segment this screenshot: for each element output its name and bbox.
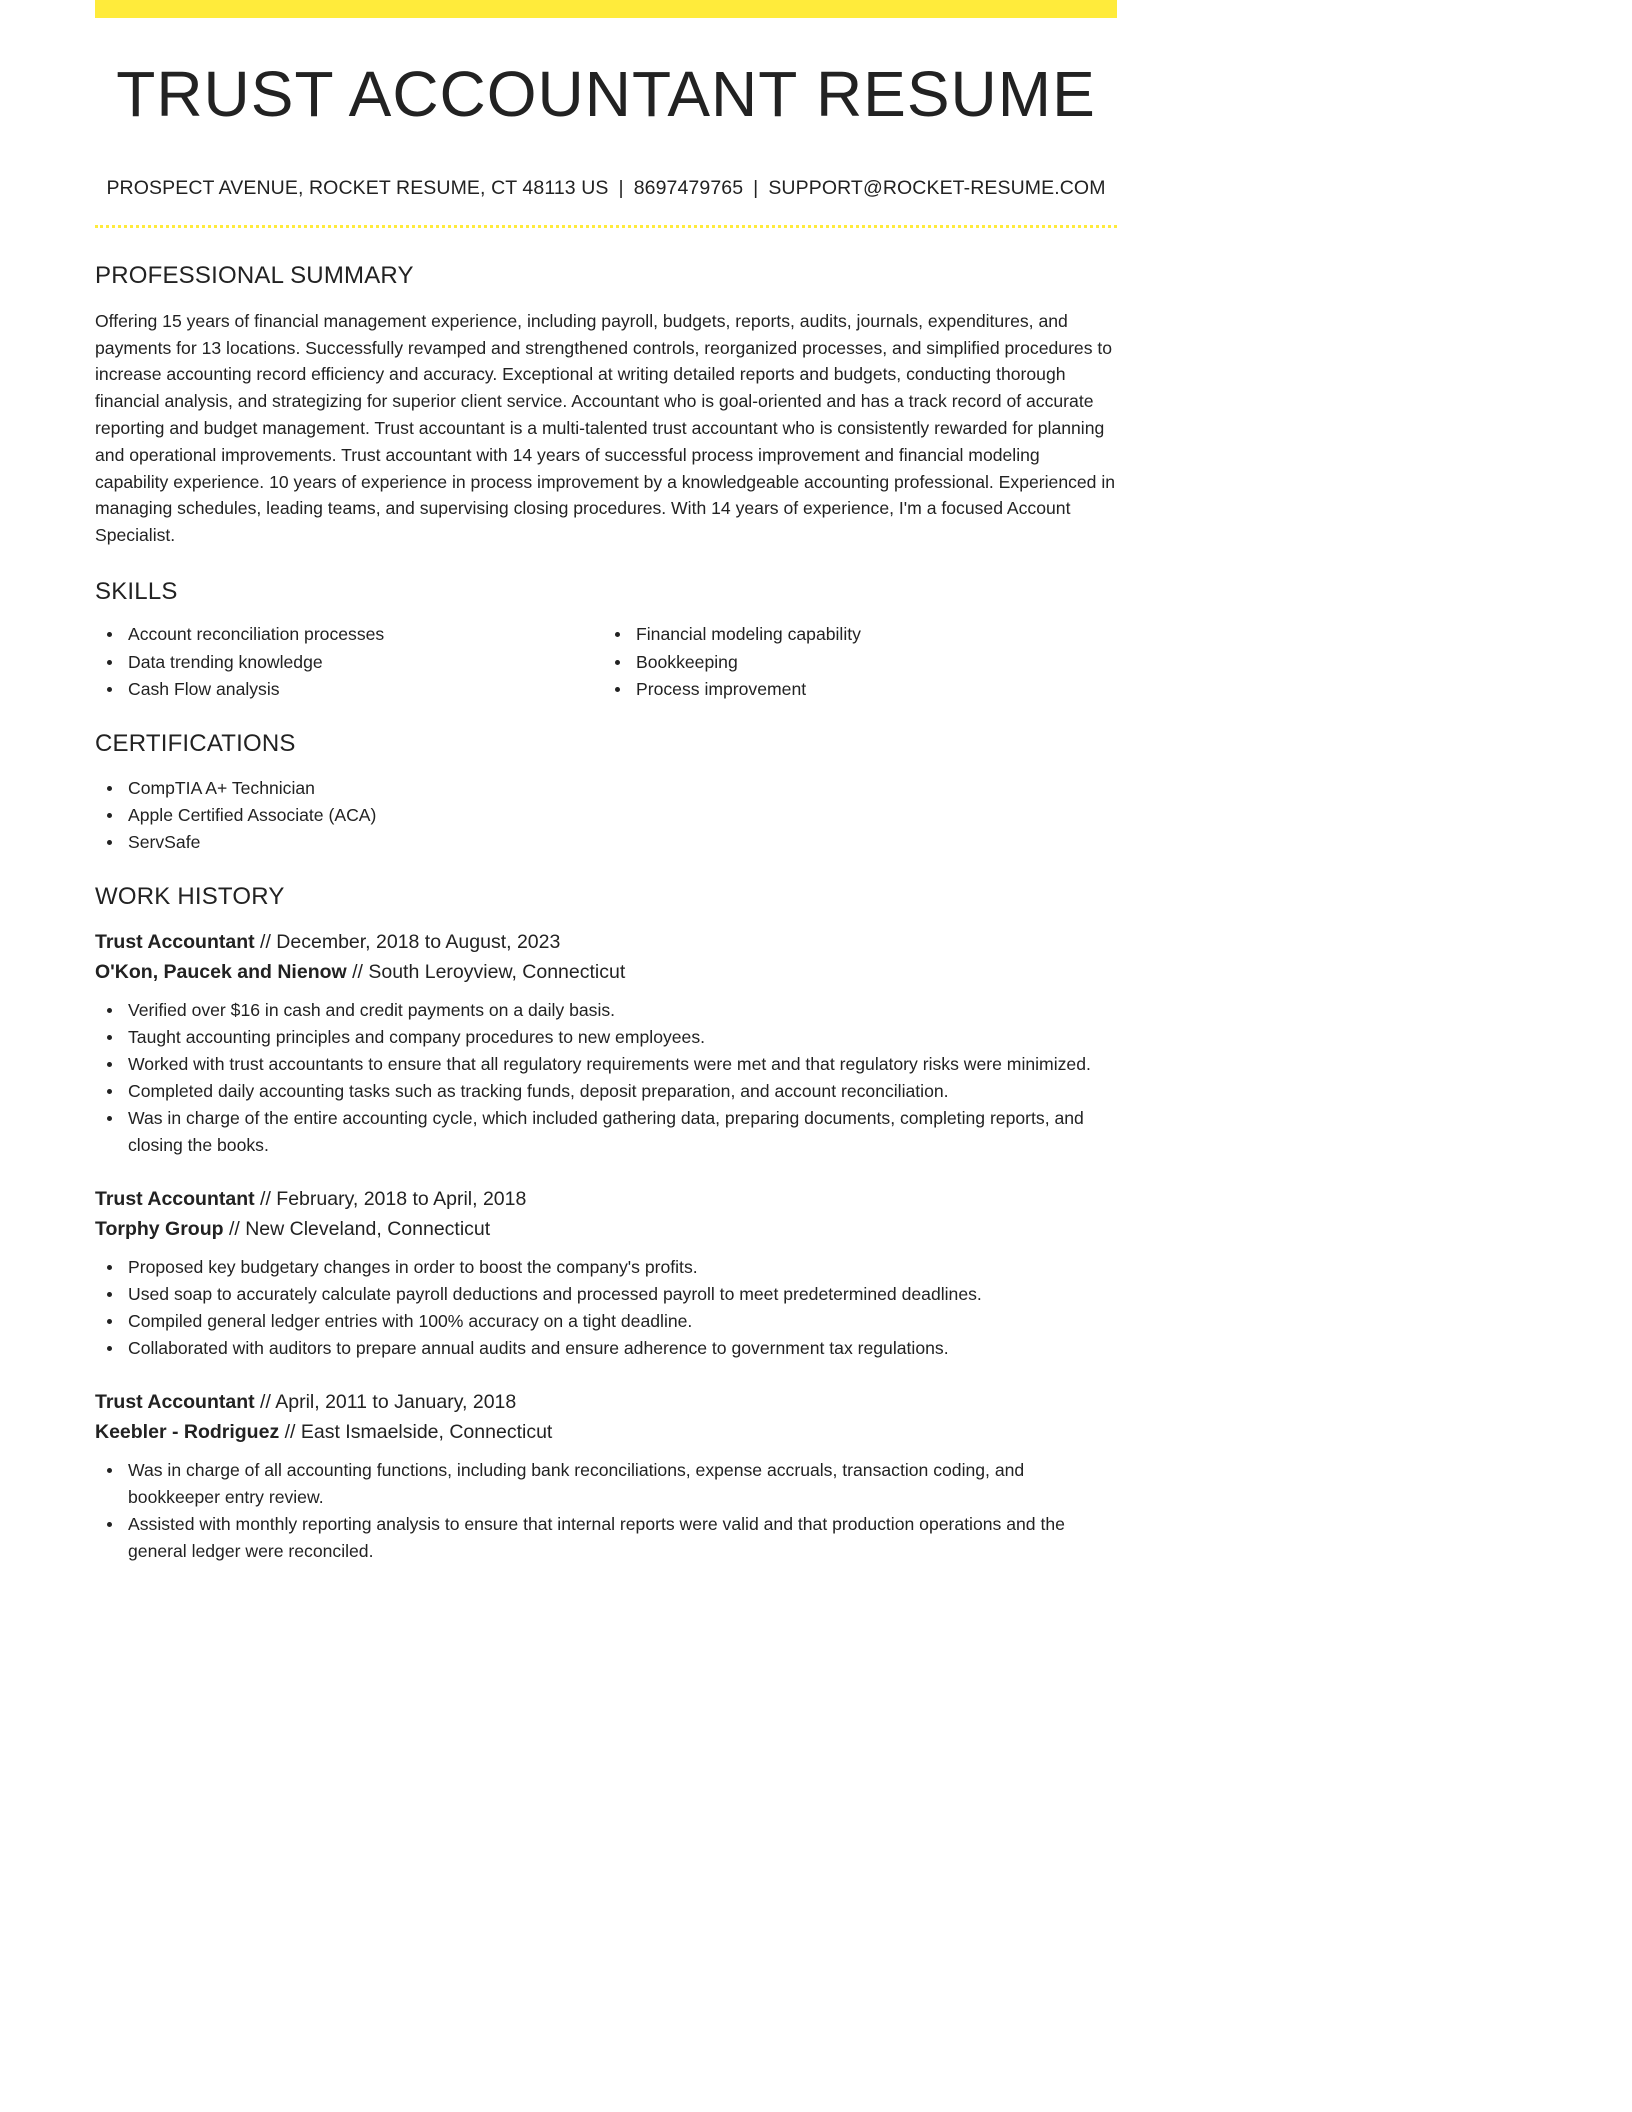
accent-top-bar [95,0,1117,18]
certification-item: CompTIA A+ Technician [95,775,1117,802]
contact-line [95,178,1117,199]
certification-item: Apple Certified Associate (ACA) [95,802,1117,829]
job-dates: December, 2018 to August, 2023 [276,931,561,954]
skills-grid [95,621,1117,704]
job-duty: Assisted with monthly reporting analysis to ensure that internal reports were valid and that production operations and the general ledger were reconciled. [95,1511,1117,1565]
job-duties [95,1254,1117,1362]
job-separator: // [279,1420,301,1443]
job-duty: Worked with trust accountants to ensure that all regulatory requirements were met and that regulatory risks were minimized. [95,1051,1117,1078]
certifications-list [95,775,1117,855]
job-entry [95,928,1117,1159]
job-duty: Taught accounting principles and company procedures to new employees. [95,1024,1117,1051]
skills-column-left [95,621,600,704]
dotted-divider [95,225,1117,228]
skill-item: Data trending knowledge [95,649,600,677]
job-duty: Was in charge of the entire accounting cycle, which included gathering data, preparing documents, completing reports, and closing the books. [95,1105,1117,1159]
job-role-line [95,928,1117,958]
resume-page [95,0,1117,1565]
job-separator: // [254,1188,277,1211]
skill-item: Cash Flow analysis [95,676,600,704]
job-dates: February, 2018 to April, 2018 [276,1188,527,1211]
contact-email: SUPPORT@ROCKET-RESUME.COM [768,177,1106,199]
job-duty: Used soap to accurately calculate payroll deductions and processed payroll to meet predetermined deadlines. [95,1281,1117,1308]
job-separator: // [254,931,277,954]
job-duty: Compiled general ledger entries with 100% accuracy on a tight deadline. [95,1308,1117,1335]
skill-item: Account reconciliation processes [95,621,600,649]
certifications-heading: CERTIFICATIONS [95,729,296,757]
contact-separator: | [618,177,624,199]
job-company-line [95,1418,1117,1448]
job-role: Trust Accountant [95,931,255,954]
job-duty: Completed daily accounting tasks such as tracking funds, deposit preparation, and account reconciliation. [95,1078,1117,1105]
work-history-heading: WORK HISTORY [95,882,285,910]
job-entry [95,1388,1117,1565]
summary-text: Offering 15 years of financial management experience, including payroll, budgets, reports, audits, journals, expenditures, and payments for 13 locations. Successfully revamped and strengthened controls, reorganized processes, and simplified procedures to increase accounting record efficiency and accuracy. Exceptional at writing detailed reports and budgets, conducting thorough financial analysis, and strategizing for superior client service. Accountant who is goal-oriented and has a track record of accurate reporting and budget management. Trust accountant is a multi-talented trust accountant who is consistently rewarded for planning and operational improvements. Trust accountant with 14 years of successful process improvement and financial modeling capability experience. 10 years of experience in process improvement by a knowledgeable accounting professional. Experienced in managing schedules, leading teams, and supervising closing procedures. With 14 years of experience, I'm a focused Account Specialist. [95,310,1116,546]
job-duty: Proposed key budgetary changes in order to boost the company's profits. [95,1254,1117,1281]
job-company: O'Kon, Paucek and Nienow [95,960,347,983]
job-entry [95,1185,1117,1362]
resume-title: TRUST ACCOUNTANT RESUME [116,58,1096,130]
job-duty: Collaborated with auditors to prepare annual audits and ensure adherence to government tax regulations. [95,1335,1117,1362]
job-location: New Cleveland, Connecticut [245,1217,491,1240]
contact-phone: 8697479765 [633,177,744,199]
certification-item: ServSafe [95,829,1117,856]
job-dates: April, 2011 to January, 2018 [275,1391,517,1414]
job-company: Keebler - Rodriguez [95,1420,280,1443]
job-company: Torphy Group [95,1217,224,1240]
job-separator: // [346,960,369,983]
skills-heading: SKILLS [95,578,178,605]
job-duties [95,1457,1117,1565]
contact-address: PROSPECT AVENUE, ROCKET RESUME, CT 48113 US [106,177,609,199]
contact-separator: | [753,177,759,199]
job-duties [95,997,1117,1159]
job-separator: // [223,1217,246,1240]
job-company-line [95,1215,1117,1245]
summary-heading: PROFESSIONAL SUMMARY [95,262,414,290]
job-role-line [95,1185,1117,1215]
job-role: Trust Accountant [95,1188,255,1211]
skill-item: Financial modeling capability [603,621,1108,649]
skill-item: Bookkeeping [603,649,1108,677]
job-location: East Ismaelside, Connecticut [300,1420,553,1443]
skill-item: Process improvement [603,676,1108,704]
skills-column-right [603,621,1108,704]
job-duty: Verified over $16 in cash and credit payments on a daily basis. [95,997,1117,1024]
job-duty: Was in charge of all accounting functions, including bank reconciliations, expense accruals, transaction coding, and bookkeeper entry review. [95,1457,1117,1511]
job-role: Trust Accountant [95,1391,255,1414]
job-separator: // [254,1391,276,1414]
job-role-line [95,1388,1117,1418]
job-company-line [95,958,1117,988]
job-location: South Leroyview, Connecticut [368,960,626,983]
